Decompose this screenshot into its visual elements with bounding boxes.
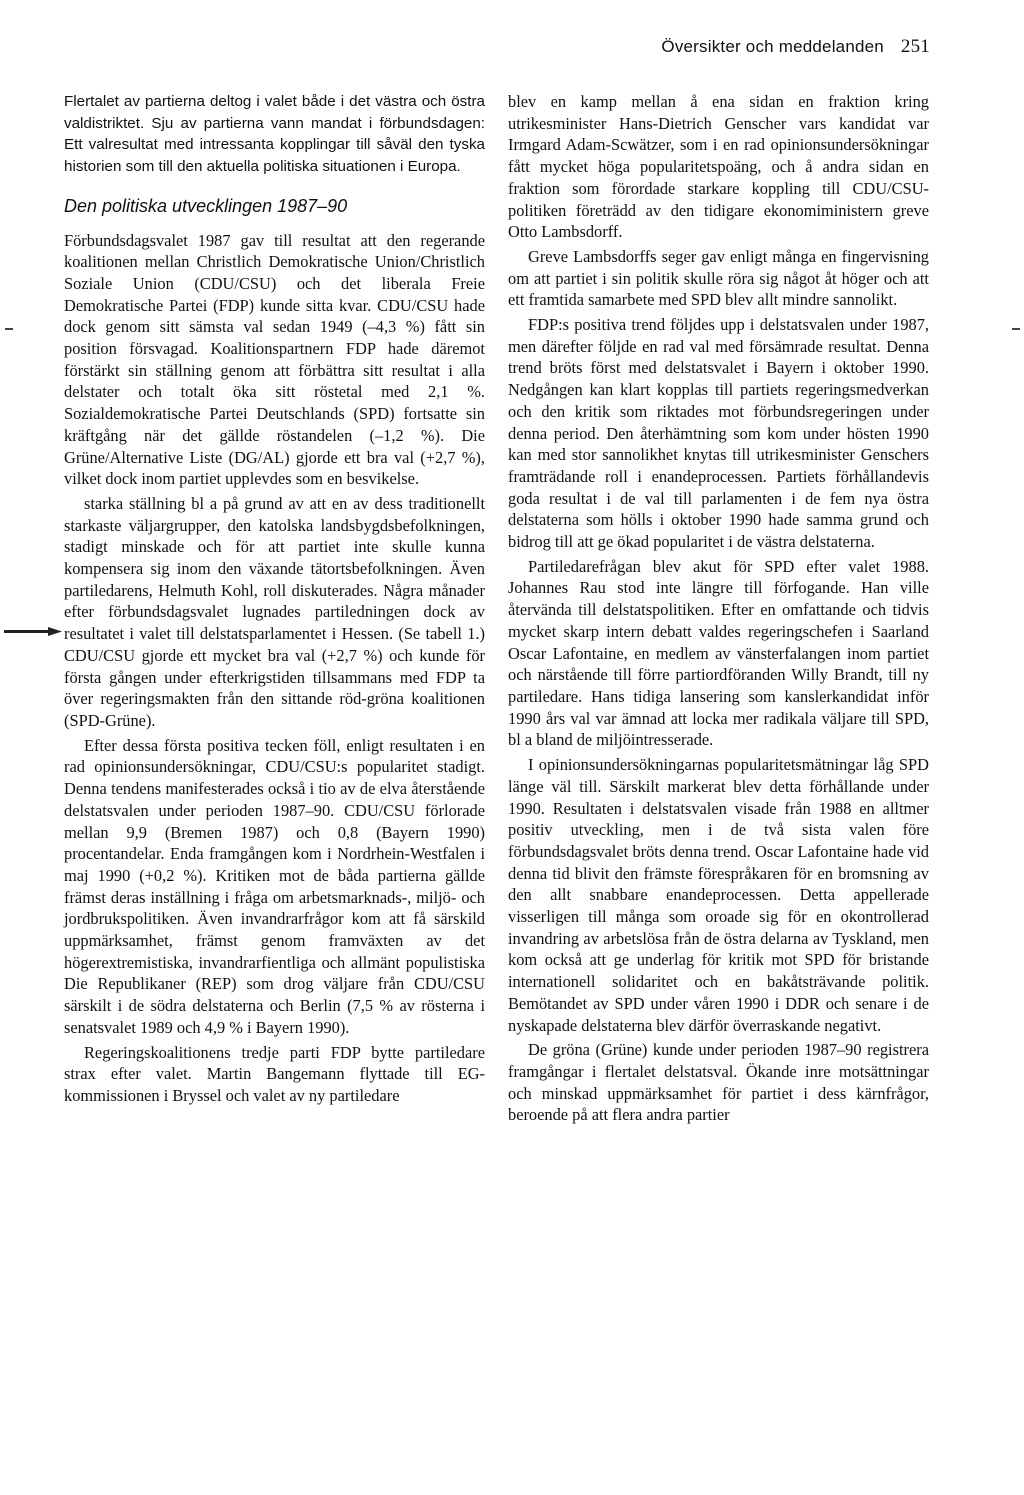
margin-dash-mark <box>1012 328 1020 330</box>
body-paragraph: blev en kamp mellan å ena sidan en fraktion kring utrikesminister Hans-Dietrich Genscher vars kandidat var Irmgard Adam-Scwätzer, som i en rad opinionsundersökningar fått mycket höga popularitetspoäng, och å andra sidan en fraktion som förordade starkare koppling till CDU/CSU-politiken företrädd av den tidigare ekonomiministern greve Otto Lambsdorff. <box>508 92 929 242</box>
section-heading: Den politiska utvecklingen 1987–90 <box>64 195 348 216</box>
body-paragraph: Regeringskoalitionens tredje parti FDP bytte partiledare strax efter valet. Martin Bangemann flyttade till EG-kommissionen i Bryssel och valet av ny partiledare <box>64 1042 485 1105</box>
body-paragraph: Förbundsdagsvalet 1987 gav till resultat att den regerande koalitionen mellan Christlich Demokratische Union/Christlich Soziale Union (CDU/CSU) och det liberala Freie Demokratische Partei (FDP) kunde sitta kvar. CDU/CSU hade dock genom sitt sämsta val sedan 1949 (–4,3 %) fått sin position försvagad. Koalitionspartnern FDP hade däremot förstärkt sin ställning genom att förbättra sitt resultat i alla delstater och totalt öka sitt röstetal med 2,1 %. Sozialdemokratische Partei Deutschlands (SPD) fortsatte sin kräftgång när det gällde röstandelen (–1,2 %). Die Grüne/Alternative Liste (DG/AL) gjorde ett bra val (+2,7 %), vilket dock inom partiet upplevdes som en besvikelse. <box>64 230 485 489</box>
body-paragraph: De gröna (Grüne) kunde under perioden 1987–90 registrera framgångar i flertalet delstatsval. Ökande inre motsättningar och minskad uppmärksamhet för partiet i dess kärnfrågor, beroende på att flera andra partier <box>508 1040 929 1125</box>
page-number: 251 <box>900 36 930 57</box>
body-paragraph: Partiledarefrågan blev akut för SPD efter valet 1988. Johannes Rau stod inte längre till förfogande. Han ville återvända till delstatspolitiken. Efter en omfattande och tidvis mycket skarp intern debatt valdes regeringschefen i Saarland Oscar Lafontaine, en medlem av vänsterfalangen inom partiet och närstående till förre partiordföranden Willy Brandt, till ny partiledare. Hans tidiga lansering som kanslerkandidat inför 1990 års val var ämnad att locka mer radikala väljare till SPD, bl a bland de miljöintresserade. <box>508 556 929 750</box>
body-paragraph: I opinionsundersökningarnas popularitetsmätningar låg SPD länge väl till. Särskilt markerat blev detta förhållande under 1990. Resultaten i delstatsvalen visade från 1988 en alltmer positiv utveckling, men i de två sista valen före förbundsdagsvalet bröts denna trend. Oscar Lafontaine hade vid denna tid blivit den främste förespråkaren för en bromsning av den allt snabbare enandeprocessen. Detta appellerade visserligen till många som oroade sig för en okontrollerad invandring av arbetslösa från de östra delarna av Tyskland, men kom också att ge underlag för kritik mot SPD för bristande internationell solidaritet och en bakåtsträvande politik. Bemötandet av SPD under våren 1990 i DDR och senare i de nyskapade delstaterna blev därför överraskande negativt. <box>508 755 929 1035</box>
body-paragraph: Greve Lambsdorffs seger gav enligt många en fingervisning om att partiet i sin politik skulle röra sig något åt höger och att ett framtida samarbete med SPD blev allt mindre sannolikt. <box>508 246 929 310</box>
running-title: Översikter och meddelanden <box>661 37 884 56</box>
running-head <box>661 36 930 58</box>
body-paragraph: FDP:s positiva trend följdes upp i delstatsvalen under 1987, men därefter följde en rad val med försämrade resultat. Denna trend bröts först med delstatsvalet i Bayern i oktober 1990. Nedgången kan klart kopplas till partiets regeringsmedverkan och den kritik som riktades mot förbundsregeringen under denna period. Den återhämtning som kom under hösten 1990 kan med stor sannolikhet knytas till utrikesminister Genschers framträdande roll i enandeprocessen. Partiets förhållandevis goda resultat i de val till parlamenten i de fem nya östra delstaterna som hölls i oktober 1990 hade samma grund och bidrog till att ge ökad popularitet i de västra delstaterna. <box>508 315 929 552</box>
left-column <box>64 91 485 1110</box>
body-paragraph: starka ställning bl a på grund av att en av dess traditionellt starkaste väljargrupper, den katolska landsbygdsbefolkningen, stadigt minskade och för att partiet inte skulle kunna kompensera sig inom den växande tätortsbefolkningen. Även partiledarens, Helmuth Kohl, roll diskuterades. Några månader efter förbundsdagsvalet lugnades partiledningen dock av resultatet i valet till delstatsparlamentet i Hessen. (Se tabell 1.) CDU/CSU gjorde ett mycket bra val (+2,7 %) och kunde för första gången under efterkrigstiden tillsammans med FDP ta över regeringsmakten från den sittande röd-gröna koalitionen (SPD-Grüne). <box>64 493 485 730</box>
body-paragraph: Efter dessa första positiva tecken föll, enligt resultaten i en rad opinionsundersökningar, CDU/CSU:s popularitet stadigt. Denna tendens manifesterades också i tio av de elva återstående delstatsvalen under perioden 1987–90. CDU/CSU förlorade mellan 9,9 (Bremen 1987) och 0,8 (Bayern 1990) procentandelar. Enda framgången kom i Nordrhein-Westfalen i maj 1990 (+0,2 %). Kritiken mot de båda partierna gällde främst deras inställning i fråga om arbetsmarknads-, miljö- och jordbrukspolitiken. Även invandrarfrågor kom att få särskild uppmärksamhet, främst genom framväxten av det högerextremistiska, invandrarfientliga och allmänt populistiska Die Republikaner (REP) som drog väljare från CDU/CSU särskilt i de södra delstaterna och Berlin (7,5 % av rösterna i senatsvalet 1989 och 4,9 % i Bayern 1990). <box>64 735 485 1037</box>
margin-dash-mark <box>5 328 13 330</box>
right-column <box>508 91 929 1129</box>
intro-paragraph: Flertalet av partierna deltog i valet både i det västra och östra valdistriktet. Sju av partierna vann mandat i förbundsdagen: Ett valresultat med intressanta kopplingar till såväl den tyska historien som till den aktuella politiska situationen i Europa. <box>64 93 485 176</box>
margin-arrow-icon <box>4 626 62 636</box>
